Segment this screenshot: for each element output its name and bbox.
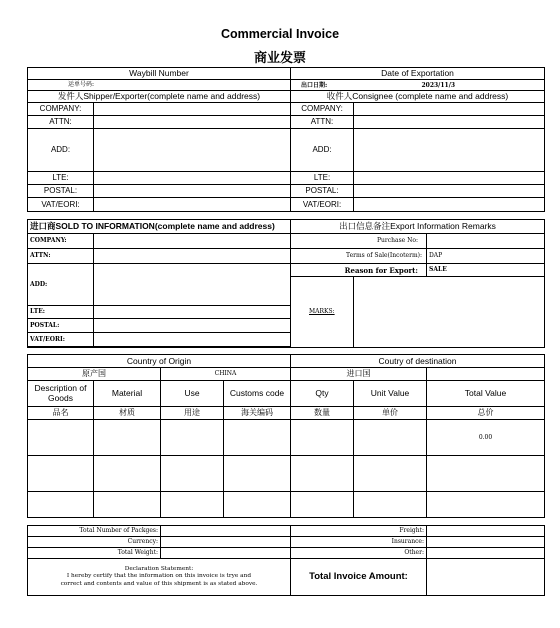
- col-description-cn: 品名: [28, 407, 94, 420]
- total-value-cell[interactable]: 0.00: [427, 420, 545, 456]
- invoice-title-cn: 商业发票: [253, 50, 306, 65]
- consignee-postal-label: POSTAL:: [291, 185, 354, 198]
- terms-value[interactable]: DAP: [427, 249, 545, 264]
- consignee-add-label: ADD:: [291, 129, 354, 172]
- shipper-company-label: COMPANY:: [28, 103, 94, 116]
- marks-label: MARKS:: [291, 277, 354, 348]
- date-value: 2023/11/3: [421, 82, 456, 89]
- consignee-lte-value[interactable]: [354, 172, 545, 185]
- sold-to-vat-label: VAT/EORI:: [28, 333, 94, 347]
- sold-to-heading: 进口商SOLD TO INFORMATION(complete name and address): [28, 220, 291, 234]
- consignee-attn-value[interactable]: [354, 116, 545, 129]
- packages-value[interactable]: [161, 526, 291, 537]
- sold-to-vat-value[interactable]: [94, 333, 291, 347]
- weight-value[interactable]: [161, 548, 291, 559]
- invoice-title: Commercial Invoice: [220, 27, 340, 41]
- sold-to-attn-label: ATTN:: [28, 249, 94, 264]
- table-row: [28, 420, 545, 456]
- freight-label: Freight:: [291, 526, 427, 537]
- waybill-cn: 运单号码:: [28, 80, 291, 91]
- consignee-add-value[interactable]: [354, 129, 545, 172]
- destination-label: Coutry of destination: [291, 355, 545, 368]
- date-cn: 出口日期:: [301, 82, 328, 89]
- col-qty-cn: 数量: [291, 407, 354, 420]
- sold-to-company-value[interactable]: [94, 234, 291, 249]
- consignee-vat-value[interactable]: [354, 198, 545, 212]
- declaration-line-2: correct and contents and value of this shipment is as stated above.: [60, 580, 258, 587]
- col-customs-code-cn: 海关编码: [224, 407, 291, 420]
- weight-label: Total Weight:: [28, 548, 161, 559]
- col-material-cn: 材质: [94, 407, 161, 420]
- other-label: Other:: [291, 548, 427, 559]
- shipper-add-value[interactable]: [94, 129, 291, 172]
- sold-to-lte-label: LTE:: [28, 306, 94, 319]
- sold-to-lte-value[interactable]: [94, 306, 291, 319]
- consignee-attn-label: ATTN:: [291, 116, 354, 129]
- table-row: [28, 456, 545, 492]
- col-unit-value: Unit Value: [354, 381, 427, 407]
- consignee-lte-label: LTE:: [291, 172, 354, 185]
- shipper-postal-label: POSTAL:: [28, 185, 94, 198]
- total-amount-label: Total Invoice Amount:: [291, 559, 427, 596]
- declaration-title: Declaration Statement:: [124, 565, 194, 572]
- reason-value[interactable]: SALE: [427, 264, 545, 277]
- origin-value[interactable]: CHINA: [161, 368, 291, 381]
- export-info-heading: 出口信息备注Export Information Remarks: [291, 220, 545, 234]
- origin-label: Country of Origin: [28, 355, 291, 368]
- insurance-value[interactable]: [427, 537, 545, 548]
- declaration-line-1: I hereby certify that the information on this invoice is trye and: [66, 573, 252, 580]
- col-qty: Qty: [291, 381, 354, 407]
- total-amount-value[interactable]: [427, 559, 545, 596]
- shipper-vat-value[interactable]: [94, 198, 291, 212]
- table-row: [28, 492, 545, 518]
- shipper-postal-value[interactable]: [94, 185, 291, 198]
- sold-to-attn-value[interactable]: [94, 249, 291, 264]
- freight-value[interactable]: [427, 526, 545, 537]
- shipper-heading: 发件人Shipper/Exporter(complete name and address): [28, 91, 291, 103]
- consignee-company-value[interactable]: [354, 103, 545, 116]
- footer-table: [27, 525, 545, 596]
- col-total-value: Total Value: [427, 381, 545, 407]
- consignee-postal-value[interactable]: [354, 185, 545, 198]
- reason-label: Reason for Export:: [291, 264, 427, 277]
- shipper-vat-label: VAT/EORI:: [28, 198, 94, 212]
- currency-label: Currency:: [28, 537, 161, 548]
- shipper-attn-value[interactable]: [94, 116, 291, 129]
- packages-label: Total Number of Packges:: [28, 526, 161, 537]
- col-use-cn: 用途: [161, 407, 224, 420]
- col-use: Use: [161, 381, 224, 407]
- shipper-lte-value[interactable]: [94, 172, 291, 185]
- declaration: [28, 559, 291, 596]
- other-value[interactable]: [427, 548, 545, 559]
- origin-cn: 原产国: [28, 368, 161, 381]
- insurance-label: Insurance:: [291, 537, 427, 548]
- terms-label: Terms of Sale(Incoterm):: [291, 249, 427, 264]
- shipper-lte-label: LTE:: [28, 172, 94, 185]
- col-customs-code: Customs code: [224, 381, 291, 407]
- date-label: Date of Exportation: [291, 68, 545, 80]
- shipper-attn-label: ATTN:: [28, 116, 94, 129]
- consignee-company-label: COMPANY:: [291, 103, 354, 116]
- sold-to-company-label: COMPANY:: [28, 234, 94, 249]
- purchase-no-label: Purchase No:: [291, 234, 427, 249]
- col-unit-value-cn: 单价: [354, 407, 427, 420]
- consignee-vat-label: VAT/EORI:: [291, 198, 354, 212]
- shipper-company-value[interactable]: [94, 103, 291, 116]
- shipper-add-label: ADD:: [28, 129, 94, 172]
- consignee-heading: 收件人Consignee (complete name and address): [291, 91, 545, 103]
- sold-to-add-label: ADD:: [28, 264, 94, 306]
- col-total-value-cn: 总价: [427, 407, 545, 420]
- sold-to-postal-value[interactable]: [94, 319, 291, 333]
- marks-value[interactable]: [354, 277, 545, 348]
- date-row: [291, 80, 545, 91]
- destination-cn: 进口国: [291, 368, 427, 381]
- purchase-no-value[interactable]: [427, 234, 545, 249]
- col-material: Material: [94, 381, 161, 407]
- currency-value[interactable]: [161, 537, 291, 548]
- goods-table: [27, 354, 545, 518]
- sold-to-postal-label: POSTAL:: [28, 319, 94, 333]
- sold-to-table: [27, 219, 545, 348]
- sold-to-add-value[interactable]: [94, 264, 291, 306]
- col-description: Description of Goods: [28, 381, 94, 407]
- waybill-label: Waybill Number: [28, 68, 291, 80]
- destination-value[interactable]: [427, 368, 545, 381]
- parties-table: [27, 67, 545, 212]
